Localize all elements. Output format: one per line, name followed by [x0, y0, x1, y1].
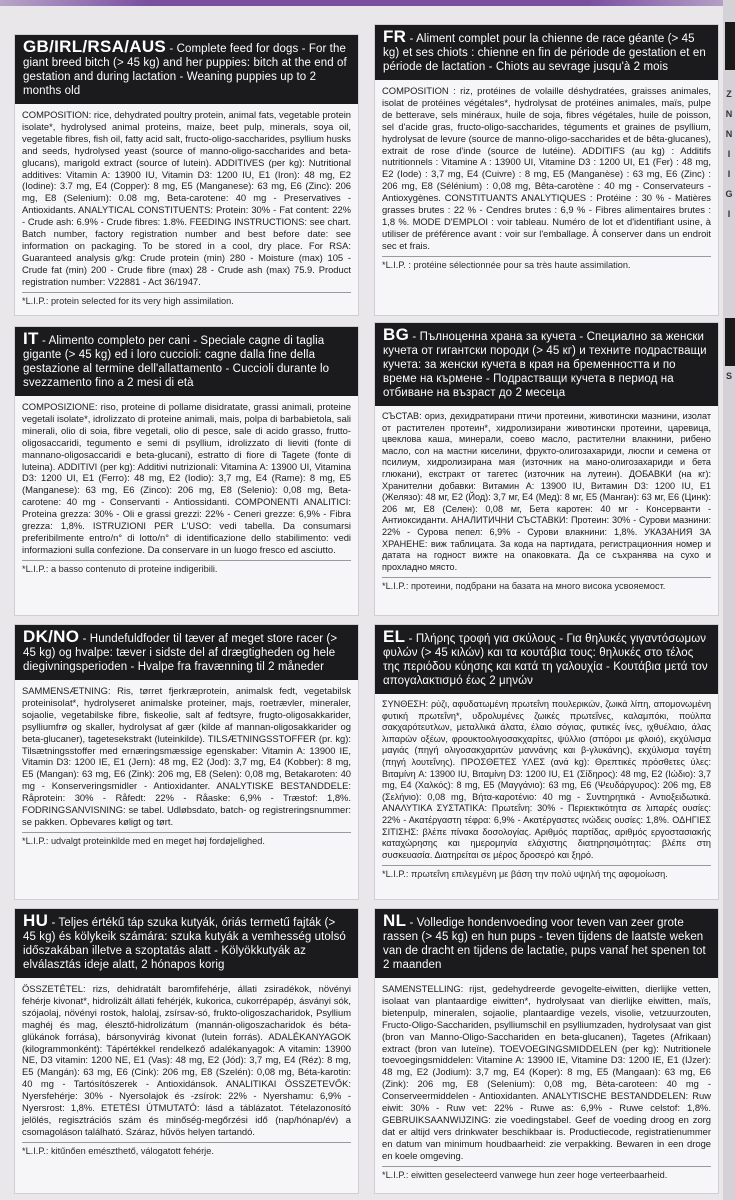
lip-footnote: *L.I.P.: πρωτεΐνη επιλεγμένη με βάση την πολύ υψηλή της αφομοίωση.	[382, 865, 711, 883]
edge-letters	[724, 366, 734, 386]
language-code: BG	[383, 325, 410, 344]
panel-header	[375, 909, 718, 978]
ingredients-text: COMPOSITION: rice, dehydrated poultry protein, animal fats, vegetable protein isolate*, hydrolysed animal proteins, maize, beet pulp, minerals, soya oil, vegetable fibres, fish oil, fatty acid salt, fructo-oligo-saccharides, psyllium husks and seeds, hydrolysed yeast (source of manno-oligo-saccharides and beta-glucans), marigold extract (source of lutein). ADDITIVES (per kg): Nutritional additives: Vitamin A: 13900 IU, Vitamin D3: 1200 IU, E1 (Iron): 48 mg, E2 (Iodine): 3.7 mg, E4 (Copper): 8 mg, E5 (Manganese): 63 mg, E6 (Zinc): 206 mg, E8 (Selenium): 0.08 mg, Beta-carotene: 40 mg - Preservatives - Antioxidants. ANALYTICAL CONSTITUENTS: Protein: 30% - Fat content: 22% - Crude ash: 6.9% - Crude fibres: 1.8%. FEEDING INSTRUCTIONS: see chart. Batch number, factory registration number and best before date: see information on packaging. To be stored in a cool, dry place. For RSA: Guaranteed analysis g/kg: Crude protein (min) 280 - Moisture (max) 105 - Crude fat (min) 200 - Crude fibre (max) 28 - Crude ash (max) 75.9. Product registration number: V22881 - Act 36/1947.	[22, 109, 351, 287]
panel-header	[15, 909, 358, 978]
ingredients-text: SAMMENSÆTNING: Ris, tørret fjerkræprotein, animalsk fedt, vegetabilsk proteinisolat*, hydrolyseret animalske proteiner, majs, roetrævler, mineraler, sojaolie, vegetabilske fibre, fiskeolie, salt af fedtsyre, frugto-oligosakkarider, psylliumfrø og skaller, hydrolysat af gær (kilde af mannan-oligosakkarider og beta-glucaner), tagetesekstrakt (luteinkilde). TILSÆTNINGSSTOFFER (pr. kg): Tilsætningsstoffer med ernæringsmæssige egenskaber: Vitamin A: 13900 IE, Vitamin D3: 1200 IE, E1 (Jern): 48 mg, E2 (Jod): 3,7 mg, E4 (Kobber): 8 mg, E5 (Mangan): 63 mg, E6 (Zink): 206 mg, E8 (Selen): 0,08 mg, Betakaroten: 40 mg - Konserveringsmidler - Antioxidanter. ANALYTISKE BESTANDDELE: Råprotein: 30% - Råfedt: 22% - Råaske: 6,9% - Træstof: 1,8%. FODRINGSANVISNING: se tabel. Udløbsdato, batch- og registreringsnummer: se pakken. Opbevares køligt og tørt.	[22, 685, 351, 827]
language-code: HU	[23, 911, 49, 930]
product-headline: - Teljes értékű táp szuka kutyák, óriás termetű fajták (> 45 kg) és kölykeik számára: szuka kutyák a vemhesség utolsó időszakában illetve a szoptatás alatt - Kölyökkutyák az elválasztás ideje alatt, 2 hónapos korig	[23, 917, 346, 971]
panel-header	[15, 35, 358, 104]
lip-footnote: *L.I.P.: протеини, подбрани на базата на много висока усвояемост.	[382, 577, 711, 595]
panel-header	[15, 327, 358, 396]
panel-bg	[374, 322, 719, 616]
lip-footnote: *L.I.P.: udvalgt proteinkilde med en meget høj fordøjelighed.	[22, 832, 351, 850]
adjacent-panel-edge	[723, 0, 735, 1200]
edge-letter: G	[725, 189, 733, 199]
ingredients-text: COMPOSIZIONE: riso, proteine di pollame disidratate, grassi animali, proteine vegetali isolate*, idrolizzato di proteine animali, mais, polpa di barbabietola, sali minerali, olio di soia, fibre vegetali, olio di pesce, sale di acido grasso, frutto-oligosaccaridi, tegumento e semi di psyllium, idrolizzato di lieviti (fonte di mannano-oligosaccaridi e beta-glucani), estratto di fiore di Tagete (fonte di luteina). ADDITIVI (per kg): Additivi nutrizionali: Vitamina A: 13900 UI, Vitamina D3: 1200 UI, E1 (Ferro): 48 mg, E2 (Iodio): 3,7 mg, E4 (Rame): 8 mg, E5 (Manganese): 63 mg, E6 (Zinco): 206 mg, E8 (Selenio): 0,08 mg, Beta-carotene: 40 mg - Conservanti - Antiossidanti. COMPONENTI ANALITICI: Proteina grezza: 30% - Oli e grassi grezzi: 22% - Ceneri grezze: 6,9% - Fibra grezza: 1,8%. ISTRUZIONI PER L'USO: vedi tabella. Da consumarsi preferibilmente entro/n° di lotto/n° di identificazione dello stabilimento: vedi informazioni sulla confezione. Da conservare in un luogo fresco ed asciutto.	[22, 401, 351, 555]
panel-hu	[14, 908, 359, 1194]
lip-footnote: *L.I.P.: kitűnően emészthető, válogatott fehérje.	[22, 1142, 351, 1160]
edge-letter: N	[725, 109, 733, 119]
panel-el	[374, 624, 719, 900]
ingredients-text: СЪСТАВ: ориз, дехидратирани птичи протеини, животински мазнини, изолат от растителен протеин*, хидролизирани животински протеини, царевица, цвеклова каша, минерали, соево масло, растителни влакнини, рибено масло, сол на мастни киселини, фрукто-олигозахариди, люспи и семена от псилиум, хидролизирана мая (източник на мано-олигозахариди и бета глюкани), екстракт от тагетес (източник на лутеин). ДОБАВКИ (на кг): Хранителни добавки: Витамин А: 13900 IU, Витамин D3: 1200 IU, E1 (Желязо): 48 мг, E2 (Йод): 3,7 мг, E4 (Мед): 8 мг, E5 (Манган): 63 мг, E6 (Цинк): 206 мг, E8 (Селен): 0,08 мг, Бета каротен: 40 мг - Консерванти - Антиоксиданти. АНАЛИТИЧНИ СЪСТАВКИ: Протеин: 30% - Сурови мазнини: 22% - Сурова пепел: 6,9% - Сурови влакнини: 1,8%. УКАЗАНИЯ ЗА ХРАНЕНЕ: виж таблицата. За кода на партидата, регистрационния номер и датата на годност вижте на опаковката. Да се съхранява на сухо и прохладно място.	[382, 411, 711, 572]
package-top-stripe	[0, 0, 735, 6]
panel-header	[375, 625, 718, 694]
edge-header-bar	[725, 318, 735, 366]
language-code: NL	[383, 911, 407, 930]
lip-footnote: *L.I.P.: eiwitten geselecteerd vanwege hun zeer hoge verteerbaarheid.	[382, 1166, 711, 1184]
product-headline: - Aliment complet pour la chienne de race géante (> 45 kg) et ses chiots : chienne en fin de période de gestation et en période de lactation - Chiots au sevrage jusqu'à 2 mois	[383, 33, 706, 73]
lip-footnote: *L.I.P.: a basso contenuto di proteine indigeribili.	[22, 560, 351, 578]
lip-footnote: *L.I.P.: protein selected for its very high assimilation.	[22, 292, 351, 310]
edge-letter: I	[727, 149, 731, 159]
panel-dk-no	[14, 624, 359, 900]
product-headline: - Complete feed for dogs - For the giant breed bitch (> 45 kg) and her puppies: bitch at the end of gestation and during lactation - Weaning puppies up to 2 months old	[23, 43, 347, 97]
panel-gb	[14, 34, 359, 316]
panel-it	[14, 326, 359, 616]
edge-letter: Z	[726, 89, 732, 99]
panel-fr	[374, 24, 719, 316]
language-code: EL	[383, 627, 406, 646]
ingredients-text: ÖSSZETÉTEL: rizs, dehidratált baromfifehérje, állati zsiradékok, növényi fehérje kivonat*, hidrolizált állati fehérjék, kukorica, cukorrépapép, ásványi sók, szójaolaj, növényi rostok, halolaj, zsírsav-só, frukto-oligoszacharidok, Psyllium maghéj és mag, élesztő-hidrolizátum (mannán-oligoszacharidok és béta-glükánok forrása), bársonyvirág kivonat (lutein forrás). ADALÉKANYAGOK (kilogrammonként): Tápértékkel rendelkező adalékanyagok: A vitamin: 13900 NE, D3 vitamin: 1200 NE, E1 (Vas): 48 mg, E2 (Jód): 3,7 mg, E4 (Réz): 8 mg, E5 (Mangán): 63 mg, E6 (Cink): 206 mg, E8 (Szelén): 0,08 mg, Béta-karotin: 40 mg - Tartósítószerek - Antioxidánsok. ANALITIKAI ÖSSZETEVŐK: Nyersfehérje: 30% - Nyersolajok és -zsírok: 22% - Nyershamu: 6,9% - Nyersrost: 1,8%. ETETÉSI ÚTMUTATÓ: lásd a táblázatot. Tételazonosító jelölés, regisztrációs szám és minőség-megőrzési idő (nap/hónap/év) a csomagoláson található. Száraz, hűvös helyen tartandó.	[22, 983, 351, 1137]
lip-footnote: *L.I.P. : protéine sélectionnée pour sa très haute assimilation.	[382, 256, 711, 274]
label-grid	[14, 20, 724, 1195]
panel-header	[375, 323, 718, 406]
edge-letter: I	[727, 169, 731, 179]
panel-nl	[374, 908, 719, 1194]
product-headline: - Volledige hondenvoeding voor teven van zeer grote rassen (> 45 kg) en hun pups - teven tijdens de laatste weken van de dracht en tijdens de lactatie, pups vanaf het spenen tot 2 maanden	[383, 917, 706, 971]
edge-letters	[724, 84, 734, 224]
ingredients-text: SAMENSTELLING: rijst, gedehydreerde gevogelte-eiwitten, dierlijke vetten, isolaat van plantaardige eiwitten*, hydrolysaat van dierlijke eiwitten, maïs, bietenpulp, mineralen, sojaolie, plantaardige vezels, visolie, vetzuurzouten, Fructo-Oligo-Sacchariden, psylliumschil en psylliumzaden, hydrolysaat van gist (bron van Manno-Oligo-Sacchariden en beta-glucanen), Tagetes (Afrikaan) extract (bron van luteïne). TOEVOEGINGSMIDDELEN (per kg): Nutritionele toevoegingsmiddelen: Vitamine A: 13900 IE, Vitamine D3: 1200 IE, E1 (IJzer): 48 mg, E2 (Jodium): 3,7 mg, E4 (Koper): 8 mg, E5 (Mangaan): 63 mg, E6 (Zink): 206 mg, E8 (Selenium): 0,08 mg, Bèta-caroteen: 40 mg - Conserveermiddelen - Antioxidanten. ANALYTISCHE BESTANDDELEN: Ruw eiwit: 30% - Ruw vet: 22% - Ruwe as: 6,9% - Ruwe celstof: 1,8%. GEBRUIKSAANWIJZING: zie voedingstabel. Geef de voeding droog en zorg dat er altijd vers drinkwater beschikbaar is. Productiecode, registratienummer en datum van minimum houdbaarheid: zie verpakking. Bewaren in een droge en koele omgeving.	[382, 983, 711, 1161]
product-headline: - Alimento completo per cani - Speciale cagne di taglia gigante (> 45 kg) ed i loro cuccioli: cagne dalla fine della gestazione al termine dell'allattamento - Cuccioli durante lo svezzamento fino a 2 mesi di età	[23, 335, 330, 389]
panel-header	[375, 25, 718, 80]
language-code: DK/NO	[23, 627, 80, 646]
product-headline: - Пълноценна храна за кучета - Специално за женски кучета от гигантски породи (> 45 кг) и техните подрастващи кучета: за женски кучета в края на бременността и по време на кърмене - Подрастващи кучета в период на отбиване на възраст до 2 месеца	[383, 331, 707, 399]
product-headline: - Πλήρης τροφή για σκύλους - Για θηλυκές γιγαντόσωμων φυλών (> 45 κιλών) και τα κουτάβια τους: θηλυκές στο τέλος της περιόδου κύησης και κατά τη γαλουχία - Κουτάβια μετά τον απογαλακτισμό έως 2 μηνών	[383, 633, 708, 687]
ingredients-text: COMPOSITION : riz, protéines de volaille déshydratées, graisses animales, isolat de protéines végétales*, hydrolysat de protéines animales, maïs, pulpe de betterave, sels minéraux, huile de soja, fibres végétales, huile de poisson, sel d'acide gras, fructo-oligo-saccharides, téguments et graines de psyllium, hydrolysat de levure (source de manno-oligo-saccharides et de bêta-glucanes), extrait de rose d'inde (source de lutéine). ADDITIFS (au kg) : Additifs nutritionnels : Vitamine A : 13900 UI, Vitamine D3 : 1200 UI, E1 (Fer) : 48 mg, E2 (Iode) : 3,7 mg, E4 (Cuivre) : 8 mg, E5 (Manganèse) : 63 mg, E6 (Zinc) : 206 mg, E8 (Sélénium) : 0,08 mg, Bêta-carotène : 40 mg - Conservateurs - Antioxygènes. CONSTITUANTS ANALYTIQUES : Protéine : 30 % - Matières grasses brutes : 22 % - Cendres brutes : 6,9 % - Fibres alimentaires brutes : 1,8 %. MODE D'EMPLOI : voir tableau. Numéro de lot et d'identifiant usine, à utiliser de préférence avant : voir sur l'emballage. À conserver dans un endroit sec et frais.	[382, 85, 711, 251]
language-code: GB/IRL/RSA/AUS	[23, 37, 167, 56]
edge-letter: I	[727, 209, 731, 219]
language-code: IT	[23, 329, 39, 348]
product-headline: - Hundefuldfoder til tæver af meget store racer (> 45 kg) og hvalpe: tæver i sidste del af drægtigheden og hele diegivningsperioden - Hvalpe fra fravænning til 2 måneder	[23, 633, 338, 673]
panel-header	[15, 625, 358, 680]
ingredients-text: ΣΥΝΘΕΣΗ: ρύζι, αφυδατωμένη πρωτεΐνη πουλερικών, ζωικά λίπη, απομονωμένη φυτική πρωτεΐνη*, υδρολυμένες ζωικές πρωτεΐνες, καλαμπόκι, πούλπα σακχαρότευτλων, μεταλλικά άλατα, έλαιο σόγιας, φυτικές ίνες, ιχθυέλαιο, άλας λιπαρών οξέων, φρουκτοολιγοσακχαρίτες, ψύλλιο (σπόροι με φλοιό), εκχύλισμα μαγιάς (πηγή ολιγοσακχαριτών μαννάνης και β-γλυκάνης), εκχύλισμα ταγέτη (πηγή λουτεΐνης). ΠΡΟΣΘΕΤΕΣ ΥΛΕΣ (ανά kg): Θρεπτικές πρόσθετες ύλες: Βιταμίνη A: 13900 IU, Βιταμίνη D3: 1200 IU, E1 (Σίδηρος): 48 mg, E2 (Ιώδιο): 3,7 mg, E4 (Χαλκός): 8 mg, E5 (Μαγγάνιο): 63 mg, E6 (Ψευδάργυρος): 206 mg, E8 (Σελήνιο): 0,08 mg, Βήτα-καροτένιο: 40 mg - Συντηρητικά - Αντιοξειδωτικά. ΑΝΑΛΥΤΙΚΑ ΣΥΣΤΑΤΙΚΑ: Πρωτεΐνη: 30% - Περιεκτικότητα σε λιπαρές ουσίες: 22% - Ακατέργαστη τέφρα: 6,9% - Ακατέργαστες ινώδεις ουσίες: 1,8%. ΟΔΗΓΙΕΣ ΣΙΤΙΣΗΣ: βλέπε πίνακα δοσολογίας. Αριθμός παρτίδας, αριθμός εργοστασιακής καταχώρησης και ημερομηνία ελάχιστης διατηρησιμότητας: βλέπε στη συσκευασία. Διατηρείται σε μέρος δροσερό και ξηρό.	[382, 699, 711, 860]
edge-letter: N	[725, 129, 733, 139]
edge-letter: S	[725, 371, 732, 381]
language-code: FR	[383, 27, 407, 46]
edge-header-bar	[725, 22, 735, 70]
